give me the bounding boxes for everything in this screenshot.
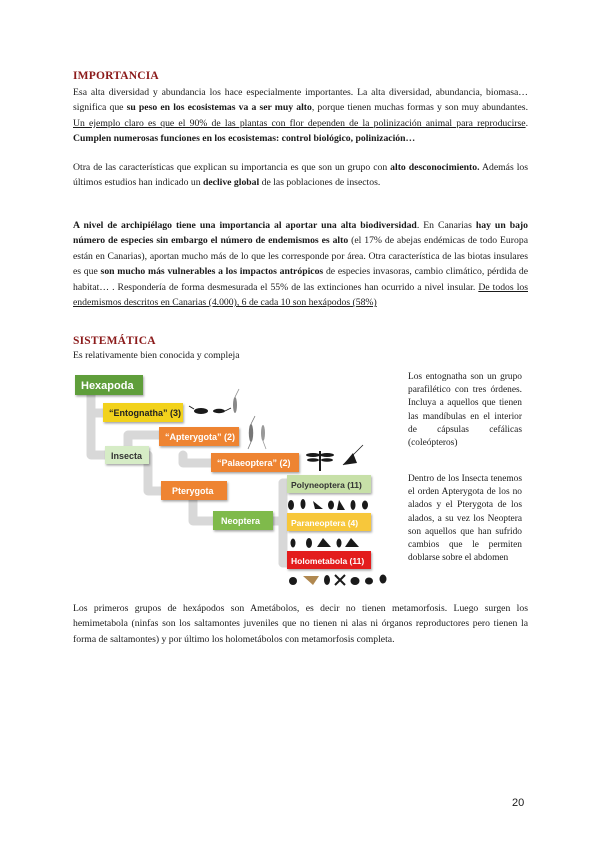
node-insecta	[105, 446, 149, 464]
text-run: su peso en los ecosistemas va a ser muy alto	[126, 102, 312, 114]
node-entognatha	[103, 403, 183, 422]
text-run: .	[525, 117, 528, 129]
node-apterygota-label: “Apterygota” (2)	[165, 432, 236, 442]
importancia-heading: IMPORTANCIA	[73, 70, 159, 82]
node-holometabola-label: Holometabola (11)	[291, 556, 365, 566]
node-pterygota	[161, 481, 227, 500]
text-run: (el 17% de abejas endémicas de todo Europa están en Canarias), aportan mucho más de lo que les corresponde por área. Otra característica de las biotas insulares es que	[73, 235, 528, 278]
text-run: son mucho más vulnerables a los impactos antrópicos	[100, 266, 324, 278]
sistematica-intro: Es relativamente bien conocida y compleja	[73, 350, 240, 361]
node-holometabola	[287, 551, 371, 569]
text-run: de especies invasoras, cambio climático, pérdida de habitat… . Respondería de forma desmesurada el 55% de las extinciones han ocurrido a nivel insular.	[73, 266, 528, 293]
node-paraneoptera-label: Paraneoptera (4)	[291, 518, 359, 528]
node-hexapoda-label: Hexapoda	[81, 380, 134, 392]
text-run: A nivel de archipiélago tiene una importancia al aportar una alta biodiversidad	[73, 220, 417, 231]
side-note-entognatha: Los entognatha son un grupo parafilético con tres órdenes. Incluya a aquellos que tienen las mandíbulas en el interior de cápsulas cefálicas (coleópteros)	[408, 372, 522, 449]
text-run: declive global	[202, 177, 260, 189]
text-run: , porque tienen muchas formas y son muy abundantes.	[311, 102, 528, 114]
text-run: de las poblaciones de insectos.	[259, 177, 381, 189]
text-run: Cumplen numerosas funciones en los ecosistemas: control biológico, polinización…	[73, 133, 416, 145]
text-run: . En Canarias	[416, 220, 476, 231]
node-insecta-label: Insecta	[111, 451, 143, 461]
text-run: alto desconocimiento.	[390, 162, 480, 173]
page-number: 20	[512, 797, 525, 809]
hexapoda-phylogeny-diagram	[73, 373, 400, 593]
node-hexapoda	[75, 375, 143, 395]
sistematica-heading: SISTEMÁTICA	[73, 335, 156, 347]
text-run: Otra de las características que explican su importancia es que son un grupo con	[73, 162, 391, 173]
node-polyneoptera	[287, 475, 371, 493]
text-run: De todos los endemismos descritos en Canarias (4.000), 6 de cada 10 son hexápodos (58%)	[73, 281, 528, 309]
importancia-paragraph-2	[73, 160, 528, 191]
text-run: Esa alta diversidad y abundancia los hace especialmente importantes. La alta diversidad, abundancia, biomasa… significa que	[73, 87, 528, 114]
node-entognatha-label: “Entognatha” (3)	[109, 408, 181, 418]
node-palaeoptera-label: “Palaeoptera” (2)	[217, 458, 291, 468]
text-run: hay un bajo número de especies sin embargo el número de endemismos es alto	[73, 220, 528, 247]
node-paraneoptera	[287, 513, 371, 531]
node-palaeoptera	[211, 453, 299, 472]
node-neoptera	[213, 511, 273, 530]
node-neoptera-label: Neoptera	[221, 516, 261, 526]
importancia-paragraph-3	[73, 218, 528, 310]
node-pterygota-label: Pterygota	[172, 486, 214, 496]
closing-paragraph: Los primeros grupos de hexápodos son Ametábolos, es decir no tienen metamorfosis. Luego surgen los hemimetabola (ninfas son los saltamontes juveniles que no tienen ni alas ni órganos reproductores pero tienen la forma de saltamontes) y por último los holometábolos con metamorfosis completa.	[73, 603, 528, 645]
text-run: Un ejemplo claro es que el 90% de las plantas con flor dependen de la polinización animal para reproducirse	[73, 117, 526, 129]
node-polyneoptera-label: Polyneoptera (11)	[291, 480, 362, 490]
side-note-insecta: Dentro de los Insecta tenemos el orden Apterygota de los no alados y el Pterygota de los alados, a su vez los Neoptera son aquellos que han sufrido cambios que le permiten doblarse sobre el abdomen	[408, 474, 522, 564]
importancia-paragraph-1	[73, 85, 528, 147]
text-run: Además los últimos estudios han indicado un	[73, 162, 529, 189]
node-apterygota	[159, 427, 239, 446]
